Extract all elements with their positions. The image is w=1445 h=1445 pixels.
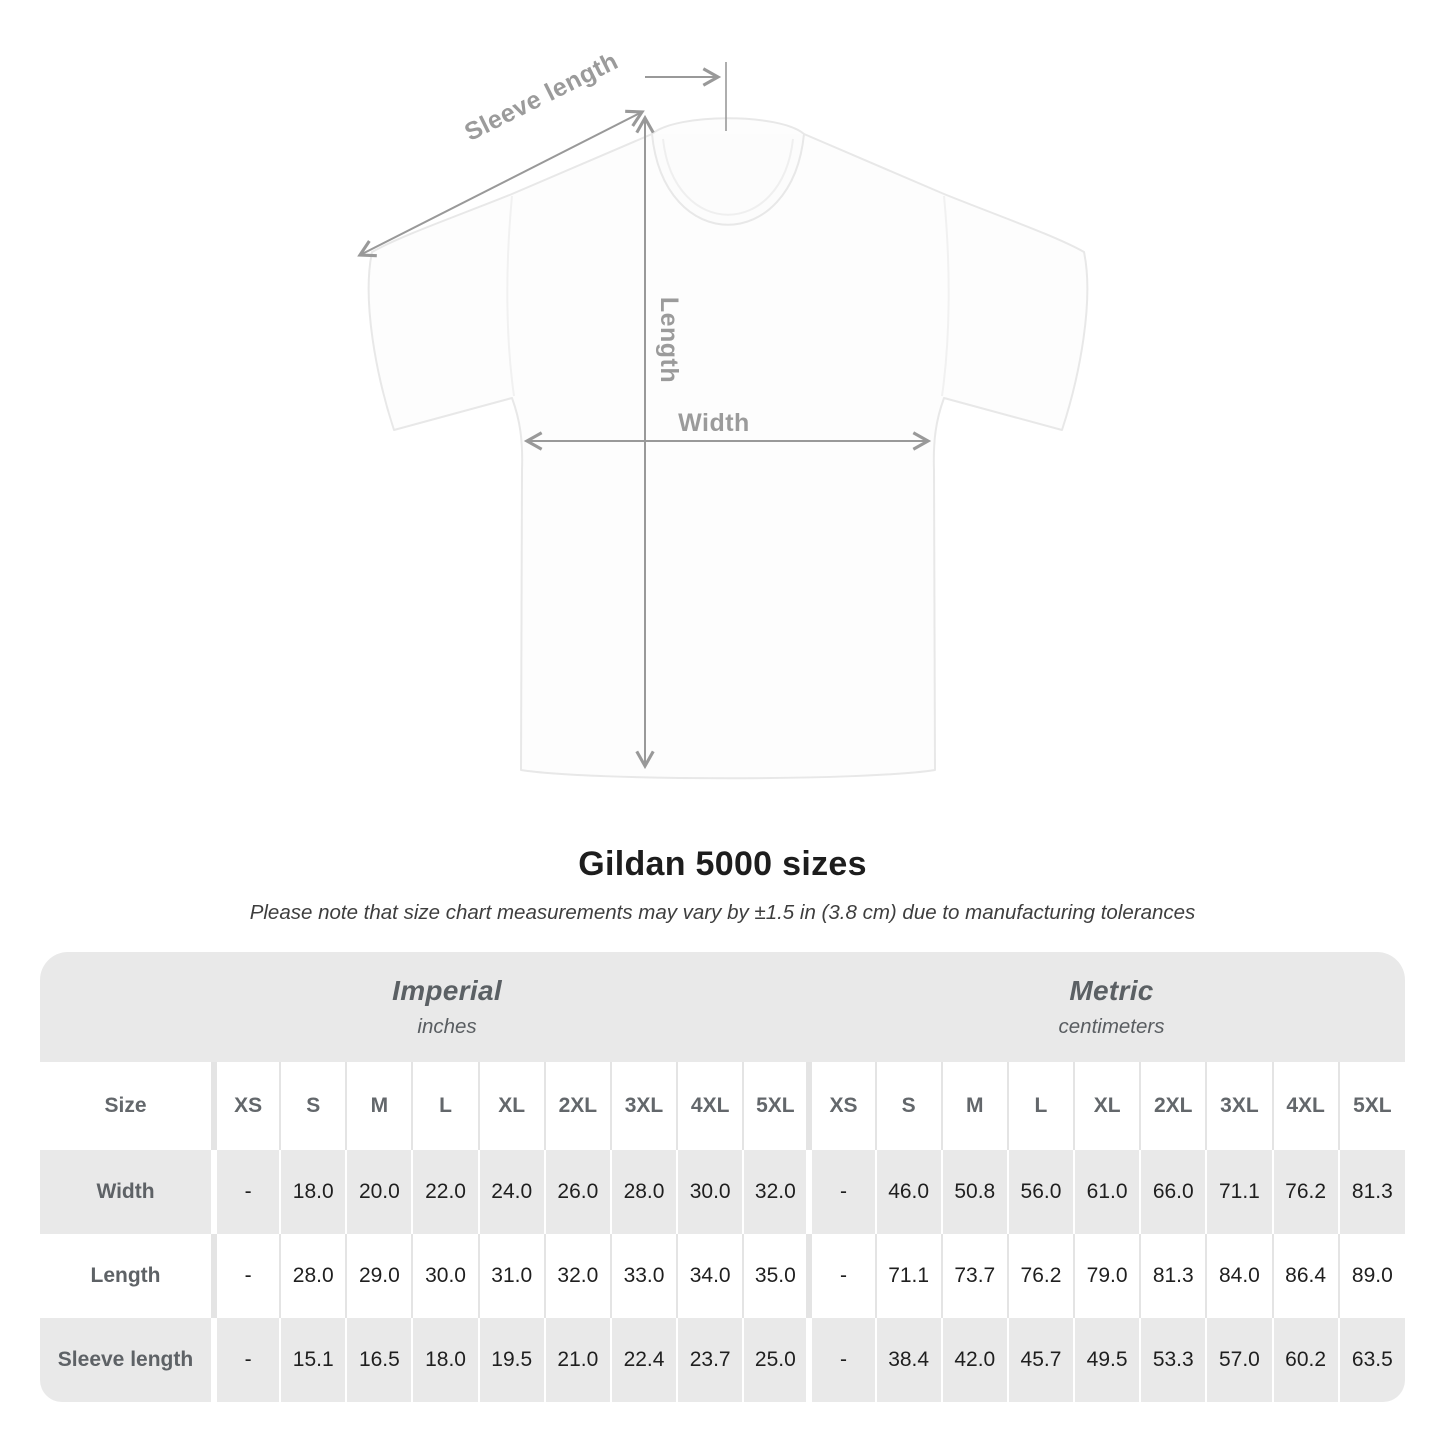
sleeve-length-label: Sleeve length (460, 46, 623, 147)
value-imperial: 34.0 (677, 1234, 743, 1318)
size-header-metric-3xl: 3XL (1206, 1062, 1272, 1150)
value-metric: - (809, 1234, 875, 1318)
value-metric: 46.0 (876, 1150, 942, 1234)
value-metric: 71.1 (1206, 1150, 1272, 1234)
imperial-unit-label: inches (417, 1015, 477, 1038)
value-metric: 56.0 (1008, 1150, 1074, 1234)
size-header-imperial-4xl: 4XL (677, 1062, 743, 1150)
value-metric: 79.0 (1074, 1234, 1140, 1318)
value-imperial: 28.0 (280, 1234, 346, 1318)
value-imperial: - (214, 1150, 280, 1234)
value-imperial: 24.0 (479, 1150, 545, 1234)
value-metric: 49.5 (1074, 1318, 1140, 1402)
value-imperial: 20.0 (346, 1150, 412, 1234)
value-imperial: 25.0 (743, 1318, 809, 1402)
size-header-metric-l: L (1008, 1062, 1074, 1150)
value-imperial: 35.0 (743, 1234, 809, 1318)
page-title: Gildan 5000 sizes (578, 845, 867, 883)
size-header-metric-m: M (942, 1062, 1008, 1150)
value-metric: 76.2 (1273, 1150, 1339, 1234)
metric-section-header (818, 952, 1405, 1062)
value-metric: 53.3 (1140, 1318, 1206, 1402)
value-metric: 42.0 (942, 1318, 1008, 1402)
size-header-imperial-xs: XS (214, 1062, 280, 1150)
size-header-imperial-l: L (412, 1062, 478, 1150)
value-metric: 81.3 (1140, 1234, 1206, 1318)
value-metric: 50.8 (942, 1150, 1008, 1234)
value-metric: 63.5 (1339, 1318, 1405, 1402)
value-metric: 89.0 (1339, 1234, 1405, 1318)
size-header-row (40, 1062, 1405, 1150)
value-metric: 66.0 (1140, 1150, 1206, 1234)
size-header-metric-2xl: 2XL (1140, 1062, 1206, 1150)
size-header-imperial-3xl: 3XL (611, 1062, 677, 1150)
value-imperial: 30.0 (677, 1150, 743, 1234)
value-imperial: 19.5 (479, 1318, 545, 1402)
value-metric: 71.1 (876, 1234, 942, 1318)
value-metric: 60.2 (1273, 1318, 1339, 1402)
metric-unit-label: centimeters (1058, 1015, 1165, 1038)
value-imperial: 32.0 (545, 1234, 611, 1318)
value-metric: - (809, 1150, 875, 1234)
imperial-section-header (40, 952, 818, 1062)
size-header-metric-4xl: 4XL (1273, 1062, 1339, 1150)
size-header-metric-s: S (876, 1062, 942, 1150)
size-header-imperial-s: S (280, 1062, 346, 1150)
value-imperial: - (214, 1318, 280, 1402)
imperial-label: Imperial (392, 975, 502, 1006)
row-label: Length (90, 1264, 161, 1287)
value-imperial: 18.0 (280, 1150, 346, 1234)
units-header-band (40, 952, 1405, 1062)
value-imperial: 33.0 (611, 1234, 677, 1318)
width-label: Width (678, 409, 750, 437)
value-imperial: 28.0 (611, 1150, 677, 1234)
size-table (40, 952, 1405, 1402)
tshirt-image (369, 118, 1088, 778)
size-header-imperial-2xl: 2XL (545, 1062, 611, 1150)
value-imperial: 21.0 (545, 1318, 611, 1402)
measurement-row-width (40, 1150, 1405, 1234)
value-imperial: 32.0 (743, 1150, 809, 1234)
value-imperial: 22.0 (412, 1150, 478, 1234)
value-imperial: 26.0 (545, 1150, 611, 1234)
value-metric: 84.0 (1206, 1234, 1272, 1318)
size-header-metric-xs: XS (809, 1062, 875, 1150)
size-header-metric-5xl: 5XL (1339, 1062, 1405, 1150)
size-header-imperial-5xl: 5XL (743, 1062, 809, 1150)
value-imperial: 29.0 (346, 1234, 412, 1318)
size-header-imperial-xl: XL (479, 1062, 545, 1150)
value-imperial: - (214, 1234, 280, 1318)
row-label: Width (96, 1180, 155, 1203)
metric-label: Metric (1069, 975, 1154, 1006)
value-imperial: 16.5 (346, 1318, 412, 1402)
measurements-table (40, 1062, 1405, 1402)
measurement-row-sleeve-length (40, 1318, 1405, 1402)
row-label: Sleeve length (57, 1348, 194, 1371)
size-header-metric-xl: XL (1074, 1062, 1140, 1150)
value-metric: 45.7 (1008, 1318, 1074, 1402)
size-header-imperial-m: M (346, 1062, 412, 1150)
value-metric: 38.4 (876, 1318, 942, 1402)
size-column-header: Size (104, 1094, 147, 1117)
value-imperial: 31.0 (479, 1234, 545, 1318)
value-metric: 73.7 (942, 1234, 1008, 1318)
value-imperial: 15.1 (280, 1318, 346, 1402)
value-metric: - (809, 1318, 875, 1402)
value-imperial: 30.0 (412, 1234, 478, 1318)
value-imperial: 23.7 (677, 1318, 743, 1402)
value-metric: 61.0 (1074, 1150, 1140, 1234)
value-imperial: 18.0 (412, 1318, 478, 1402)
value-metric: 76.2 (1008, 1234, 1074, 1318)
measurement-row-length (40, 1234, 1405, 1318)
length-label: Length (655, 296, 683, 384)
value-metric: 81.3 (1339, 1150, 1405, 1234)
value-metric: 86.4 (1273, 1234, 1339, 1318)
tolerance-note: Please note that size chart measurements may vary by ±1.5 in (3.8 cm) due to manufacturing tolerances (249, 901, 1196, 924)
value-imperial: 22.4 (611, 1318, 677, 1402)
value-metric: 57.0 (1206, 1318, 1272, 1402)
